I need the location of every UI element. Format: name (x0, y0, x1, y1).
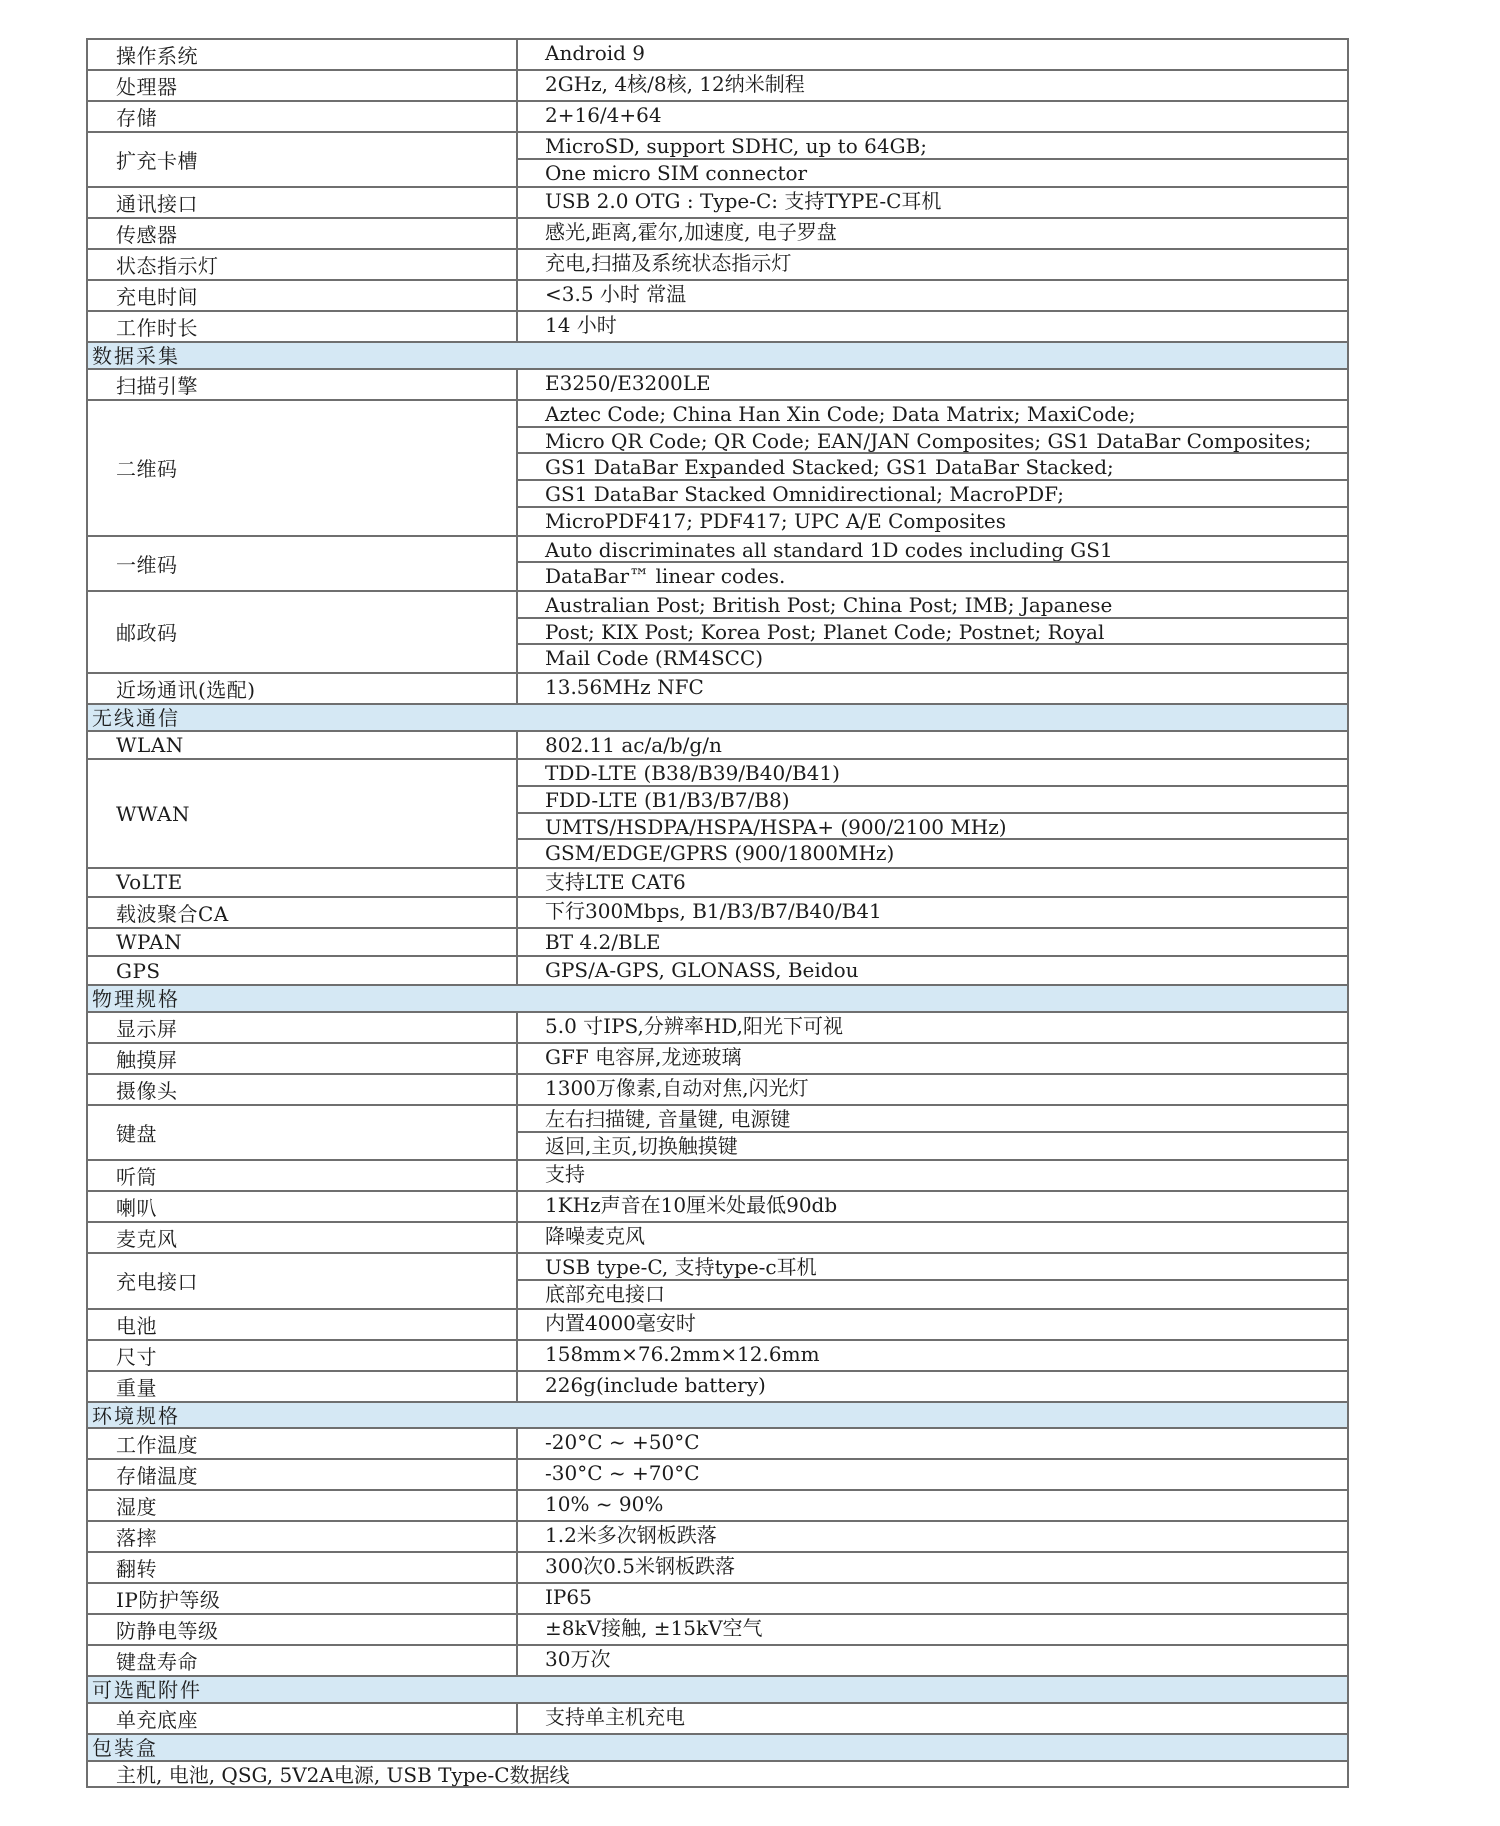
row-value: <3.5 小时 常温 (545, 282, 687, 307)
row-label: 翻转 (88, 1553, 518, 1582)
row-label: 键盘 (88, 1106, 518, 1159)
row-label: WPAN (88, 929, 518, 956)
section-header-environment: 环境规格 (86, 1403, 1349, 1430)
row-volte (86, 869, 1349, 898)
row-value: MicroSD, support SDHC, up to 64GB; (518, 133, 1347, 160)
row-tumble (86, 1553, 1349, 1584)
row-value: ±8kV接触, ±15kV空气 (545, 1616, 763, 1641)
row-value: IP65 (545, 1585, 592, 1610)
row-value: 1KHz声音在10厘米处最低90db (545, 1193, 838, 1218)
row-value: USB 2.0 OTG : Type-C: 支持TYPE-C耳机 (545, 189, 942, 214)
row-value: 13.56MHz NFC (545, 674, 704, 699)
section-header-wireless: 无线通信 (86, 705, 1349, 732)
row-charging-port (86, 1254, 1349, 1309)
row-label: 单充底座 (88, 1704, 518, 1733)
row-esd (86, 1615, 1349, 1646)
row-label: 二维码 (88, 401, 518, 534)
row-value: 10% ~ 90% (545, 1492, 664, 1517)
row-value: One micro SIM connector (545, 160, 808, 185)
row-value: 5.0 寸IPS,分辨率HD,阳光下可视 (545, 1013, 843, 1038)
row-value: -20°C ~ +50°C (545, 1430, 700, 1455)
row-work-time (86, 312, 1349, 343)
row-gps (86, 957, 1349, 986)
section-header-package: 包装盒 (86, 1735, 1349, 1762)
row-os (86, 38, 1349, 71)
row-wpan (86, 929, 1349, 958)
row-speaker (86, 1192, 1349, 1223)
section-header-data-capture: 数据采集 (86, 343, 1349, 370)
row-label: 尺寸 (88, 1341, 518, 1370)
section-header-physical: 物理规格 (86, 986, 1349, 1013)
row-value: MicroPDF417; PDF417; UPC A/E Composites (545, 508, 1007, 533)
row-label: IP防护等级 (88, 1584, 518, 1613)
row-value: 30万次 (545, 1647, 611, 1672)
row-value: 降噪麦克风 (545, 1224, 645, 1249)
row-storage (86, 102, 1349, 133)
row-label: 麦克风 (88, 1223, 518, 1252)
row-postal-codes (86, 592, 1349, 674)
row-value: 158mm×76.2mm×12.6mm (545, 1341, 820, 1366)
row-label: 触摸屏 (88, 1044, 518, 1073)
row-label: 键盘寿命 (88, 1646, 518, 1675)
row-value: GSM/EDGE/GPRS (900/1800MHz) (545, 841, 895, 866)
row-camera (86, 1075, 1349, 1106)
row-wwan (86, 760, 1349, 869)
row-label: VoLTE (88, 869, 518, 896)
row-touchscreen (86, 1044, 1349, 1075)
row-card-slot (86, 133, 1349, 188)
row-label: 扫描引擎 (88, 370, 518, 399)
row-scan-engine (86, 370, 1349, 401)
row-value: Auto discriminates all standard 1D codes including GS1 (518, 537, 1347, 564)
row-value: 300次0.5米钢板跌落 (545, 1554, 735, 1579)
row-value: 802.11 ac/a/b/g/n (545, 732, 722, 757)
row-label: 操作系统 (88, 40, 518, 69)
row-label: 工作温度 (88, 1429, 518, 1458)
row-value: Australian Post; British Post; China Post; IMB; Japanese (518, 592, 1347, 619)
row-value: 2GHz, 4核/8核, 12纳米制程 (545, 72, 805, 96)
row-value: GPS/A-GPS, GLONASS, Beidou (545, 958, 859, 983)
row-value: BT 4.2/BLE (545, 929, 661, 954)
row-value: 左右扫描键, 音量键, 电源键 (518, 1106, 1347, 1133)
row-value: Post; KIX Post; Korea Post; Planet Code; Postnet; Royal (518, 619, 1347, 646)
row-label: 电池 (88, 1310, 518, 1339)
row-display (86, 1013, 1349, 1044)
row-value: FDD-LTE (B1/B3/B7/B8) (518, 787, 1347, 814)
row-label: 通讯接口 (88, 188, 518, 217)
row-weight (86, 1372, 1349, 1403)
row-humidity (86, 1491, 1349, 1522)
row-value: 1.2米多次钢板跌落 (545, 1523, 717, 1548)
row-sensors (86, 219, 1349, 250)
row-label: 处理器 (88, 71, 518, 100)
row-value: USB type-C, 支持type-c耳机 (518, 1254, 1347, 1281)
row-value: 下行300Mbps, B1/B3/B7/B40/B41 (545, 898, 882, 923)
row-label: 载波聚合CA (88, 898, 518, 927)
row-label: 湿度 (88, 1491, 518, 1520)
row-value: 内置4000毫安时 (545, 1310, 696, 1335)
row-label: 充电接口 (88, 1254, 518, 1307)
row-value: E3250/E3200LE (545, 371, 711, 396)
row-value: 支持 (545, 1162, 585, 1187)
row-label: 邮政码 (88, 592, 518, 672)
row-ip-rating (86, 1584, 1349, 1615)
row-value: 支持单主机充电 (545, 1704, 685, 1729)
row-value: -30°C ~ +70°C (545, 1461, 700, 1486)
row-label: 一维码 (88, 537, 518, 590)
row-label: 工作时长 (88, 312, 518, 341)
row-processor (86, 71, 1349, 102)
row-value: GFF 电容屏,龙迹玻璃 (545, 1044, 742, 1069)
row-receiver (86, 1161, 1349, 1192)
row-2d-codes (86, 401, 1349, 536)
row-value: TDD-LTE (B38/B39/B40/B41) (518, 760, 1347, 787)
row-label: 状态指示灯 (88, 250, 518, 279)
row-label: 防静电等级 (88, 1615, 518, 1644)
row-operating-temp (86, 1429, 1349, 1460)
row-value: 充电,扫描及系统状态指示灯 (545, 251, 792, 276)
row-value: GS1 DataBar Stacked Omnidirectional; MacroPDF; (518, 481, 1347, 508)
row-drop (86, 1522, 1349, 1553)
row-storage-temp (86, 1460, 1349, 1491)
row-key-life (86, 1646, 1349, 1677)
row-value: UMTS/HSDPA/HSPA/HSPA+ (900/2100 MHz) (518, 814, 1347, 841)
row-charging-cradle (86, 1704, 1349, 1735)
row-label: GPS (88, 957, 518, 984)
row-dimensions (86, 1341, 1349, 1372)
row-1d-codes (86, 537, 1349, 592)
section-header-accessories: 可选配附件 (86, 1677, 1349, 1704)
row-value: 1300万像素,自动对焦,闪光灯 (545, 1075, 809, 1100)
row-value: 返回,主页,切换触摸键 (545, 1133, 738, 1158)
row-value: 支持LTE CAT6 (545, 870, 686, 895)
row-value: GS1 DataBar Expanded Stacked; GS1 DataBar Stacked; (518, 454, 1347, 481)
spec-table (86, 38, 1349, 1788)
row-label: 摄像头 (88, 1075, 518, 1104)
row-nfc (86, 674, 1349, 705)
row-value: 感光,距离,霍尔,加速度, 电子罗盘 (545, 220, 837, 245)
package-contents: 主机, 电池, QSG, 5V2A电源, USB Type-C数据线 (86, 1762, 1349, 1789)
row-label: 充电时间 (88, 281, 518, 310)
row-value: Aztec Code; China Han Xin Code; Data Matrix; MaxiCode; (518, 401, 1347, 428)
row-charge-time (86, 281, 1349, 312)
row-label: 听筒 (88, 1161, 518, 1190)
row-label: WWAN (88, 760, 518, 867)
row-label: 近场通讯(选配) (88, 674, 518, 703)
row-label: 重量 (88, 1372, 518, 1401)
row-value: Mail Code (RM4SCC) (545, 646, 764, 671)
row-wlan (86, 732, 1349, 761)
row-label: WLAN (88, 732, 518, 759)
row-battery (86, 1310, 1349, 1341)
row-keypad (86, 1106, 1349, 1161)
row-value: 14 小时 (545, 313, 617, 338)
row-value: Android 9 (545, 41, 646, 65)
row-carrier-aggregation (86, 898, 1349, 929)
row-label: 传感器 (88, 219, 518, 248)
row-label: 显示屏 (88, 1013, 518, 1042)
row-microphone (86, 1223, 1349, 1254)
row-label: 存储 (88, 102, 518, 131)
row-value: 226g(include battery) (545, 1372, 766, 1397)
row-value: 底部充电接口 (545, 1281, 665, 1306)
row-value: Micro QR Code; QR Code; EAN/JAN Composites; GS1 DataBar Composites; (518, 428, 1347, 455)
row-value: DataBar™ linear codes. (545, 564, 786, 589)
row-label: 落摔 (88, 1522, 518, 1551)
row-value: 2+16/4+64 (545, 103, 662, 127)
row-label: 扩充卡槽 (88, 133, 518, 186)
row-interface (86, 188, 1349, 219)
row-indicator (86, 250, 1349, 281)
row-label: 存储温度 (88, 1460, 518, 1489)
row-label: 喇叭 (88, 1192, 518, 1221)
